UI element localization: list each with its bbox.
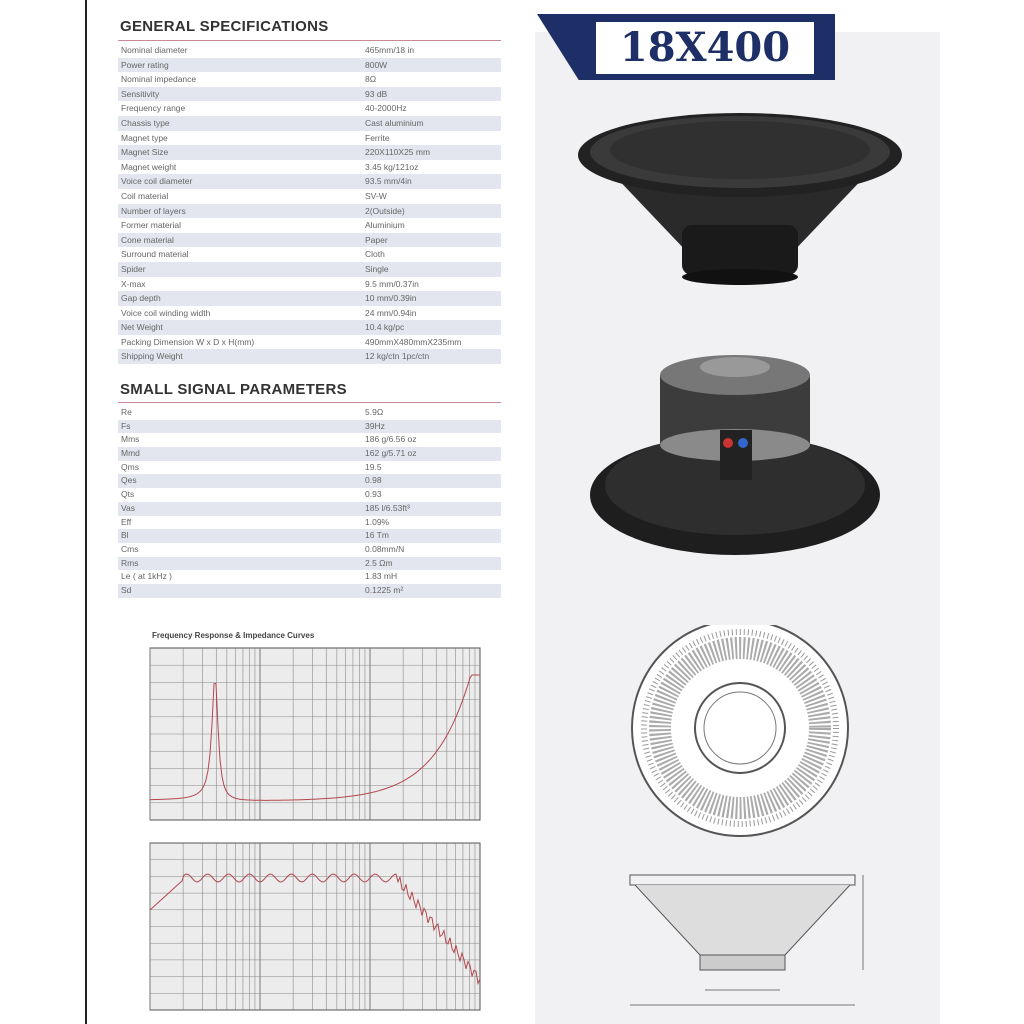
speaker-rear-image — [585, 345, 885, 585]
spec-row — [118, 131, 501, 146]
speaker-front-image — [570, 105, 910, 290]
spec-row — [118, 447, 501, 461]
spec-value: 40-2000Hz — [365, 103, 407, 114]
spec-label: Nominal diameter — [121, 45, 188, 55]
spec-label: Number of layers — [121, 205, 186, 216]
spec-label: Mmd — [121, 448, 140, 459]
spec-label: Fs — [121, 420, 131, 431]
spec-value: 0.93 — [365, 489, 382, 500]
spec-row — [118, 349, 501, 364]
spec-value: 16 Tm — [365, 530, 389, 541]
spec-label: Mms — [121, 434, 140, 445]
spec-label: Power rating — [121, 59, 169, 70]
small-signal-heading: SMALL SIGNAL PARAMETERS — [120, 381, 347, 398]
spec-row — [118, 584, 501, 598]
spec-label: Nominal impedance — [121, 74, 197, 85]
spec-label: Packing Dimension W x D x H(mm) — [121, 336, 255, 347]
spec-label: Chassis type — [121, 117, 170, 128]
spec-label: Vas — [121, 502, 136, 513]
spec-value: 2(Outside) — [365, 205, 405, 216]
general-specs-table — [118, 43, 501, 364]
divider — [118, 402, 501, 403]
spec-label: Magnet type — [121, 132, 168, 143]
spec-value: 465mm/18 in — [365, 45, 415, 55]
chart-title: Frequency Response & Impedance Curves — [152, 631, 315, 640]
spec-row — [118, 406, 501, 420]
spec-value: 1.83 mH — [365, 571, 398, 582]
spec-value: Single — [365, 263, 389, 274]
spec-row — [118, 160, 501, 175]
spec-label: Shipping Weight — [121, 351, 183, 362]
spec-value: 9.5 mm/0.37in — [365, 278, 419, 289]
spec-value: 2.5 Ωm — [365, 557, 393, 568]
spec-value: 19.5 — [365, 461, 382, 472]
spec-row — [118, 433, 501, 447]
spec-value: 5.9Ω — [365, 407, 384, 417]
spec-value: Cast aluminium — [365, 117, 424, 128]
spec-value: 220X110X25 mm — [365, 147, 431, 158]
spec-label: Rms — [121, 557, 139, 568]
spec-row — [118, 570, 501, 584]
spec-label: Coil material — [121, 190, 169, 201]
spec-label: Eff — [121, 516, 132, 527]
spec-label: Cone material — [121, 234, 174, 245]
impedance-chart — [140, 645, 490, 830]
small-signal-table — [118, 406, 501, 598]
spec-value: Paper — [365, 234, 388, 245]
general-specs-heading: GENERAL SPECIFICATIONS — [120, 18, 329, 35]
spec-label: Bl — [121, 530, 129, 541]
spec-row — [118, 72, 501, 87]
spec-row — [118, 233, 501, 248]
spec-row — [118, 247, 501, 262]
speaker-side-drawing — [625, 860, 875, 1020]
spec-value: Ferrite — [365, 132, 390, 143]
spec-value: Cloth — [365, 249, 385, 260]
spec-label: Gap depth — [121, 293, 161, 304]
spec-label: Sd — [121, 584, 132, 595]
spec-value: 162 g/5.71 oz — [365, 448, 417, 459]
spec-value: 800W — [365, 59, 388, 70]
spec-value: Aluminium — [365, 220, 405, 231]
spec-row — [118, 474, 501, 488]
spec-value: 93 dB — [365, 88, 388, 99]
spec-row — [118, 306, 501, 321]
spec-label: Former material — [121, 220, 181, 231]
spec-row — [118, 87, 501, 102]
spec-label: Qms — [121, 461, 139, 472]
spec-label: Sensitivity — [121, 88, 160, 99]
spec-label: Voice coil diameter — [121, 176, 193, 187]
spec-label: Spider — [121, 263, 146, 274]
spec-value: SV-W — [365, 190, 387, 201]
spec-row — [118, 204, 501, 219]
spec-row — [118, 145, 501, 160]
spec-value: 3.45 kg/121oz — [365, 161, 419, 172]
spec-value: 93.5 mm/4in — [365, 176, 412, 187]
spec-label: Cms — [121, 543, 139, 554]
spec-row — [118, 174, 501, 189]
spec-value: 8Ω — [365, 74, 377, 85]
spec-label: Net Weight — [121, 322, 163, 333]
spec-label: Frequency range — [121, 103, 186, 114]
speaker-top-drawing — [620, 625, 870, 840]
divider — [118, 40, 501, 41]
spec-label: Qes — [121, 475, 137, 486]
spec-value: 10.4 kg/pc — [365, 322, 405, 333]
spec-row — [118, 262, 501, 277]
page-border — [85, 0, 87, 1024]
spec-row — [118, 101, 501, 116]
spec-value: 12 kg/ctn 1pc/ctn — [365, 351, 430, 362]
spec-value: 1.09% — [365, 516, 390, 527]
spec-label: Le ( at 1kHz ) — [121, 571, 173, 582]
spec-row — [118, 189, 501, 204]
spec-row — [118, 320, 501, 335]
spec-row — [118, 335, 501, 350]
spec-row — [118, 516, 501, 530]
spec-label: Magnet Size — [121, 147, 169, 158]
spec-row — [118, 461, 501, 475]
spec-row — [118, 557, 501, 571]
spec-value: 490mmX480mmX235mm — [365, 336, 462, 347]
frequency-response-chart — [140, 840, 490, 1020]
spec-value: 185 l/6.53ft³ — [365, 502, 410, 513]
spec-row — [118, 58, 501, 73]
model-title: 18X400 — [596, 22, 814, 74]
spec-label: Surround material — [121, 249, 189, 260]
spec-row — [118, 43, 501, 58]
spec-value: 39Hz — [365, 420, 385, 431]
spec-value: 0.98 — [365, 475, 382, 486]
spec-row — [118, 420, 501, 434]
spec-row — [118, 291, 501, 306]
spec-row — [118, 543, 501, 557]
spec-row — [118, 488, 501, 502]
spec-value: 0.1225 m² — [365, 584, 404, 595]
spec-value: 24 mm/0.94in — [365, 307, 417, 318]
spec-row — [118, 277, 501, 292]
spec-value: 0.08mm/N — [365, 543, 405, 554]
spec-row — [118, 116, 501, 131]
spec-label: Qts — [121, 489, 135, 500]
spec-label: Voice coil winding width — [121, 307, 211, 318]
spec-label: X-max — [121, 278, 146, 289]
spec-row — [118, 502, 501, 516]
spec-label: Re — [121, 407, 132, 417]
spec-value: 186 g/6.56 oz — [365, 434, 417, 445]
spec-value: 10 mm/0.39in — [365, 293, 417, 304]
spec-row — [118, 218, 501, 233]
spec-row — [118, 529, 501, 543]
spec-label: Magnet weight — [121, 161, 177, 172]
